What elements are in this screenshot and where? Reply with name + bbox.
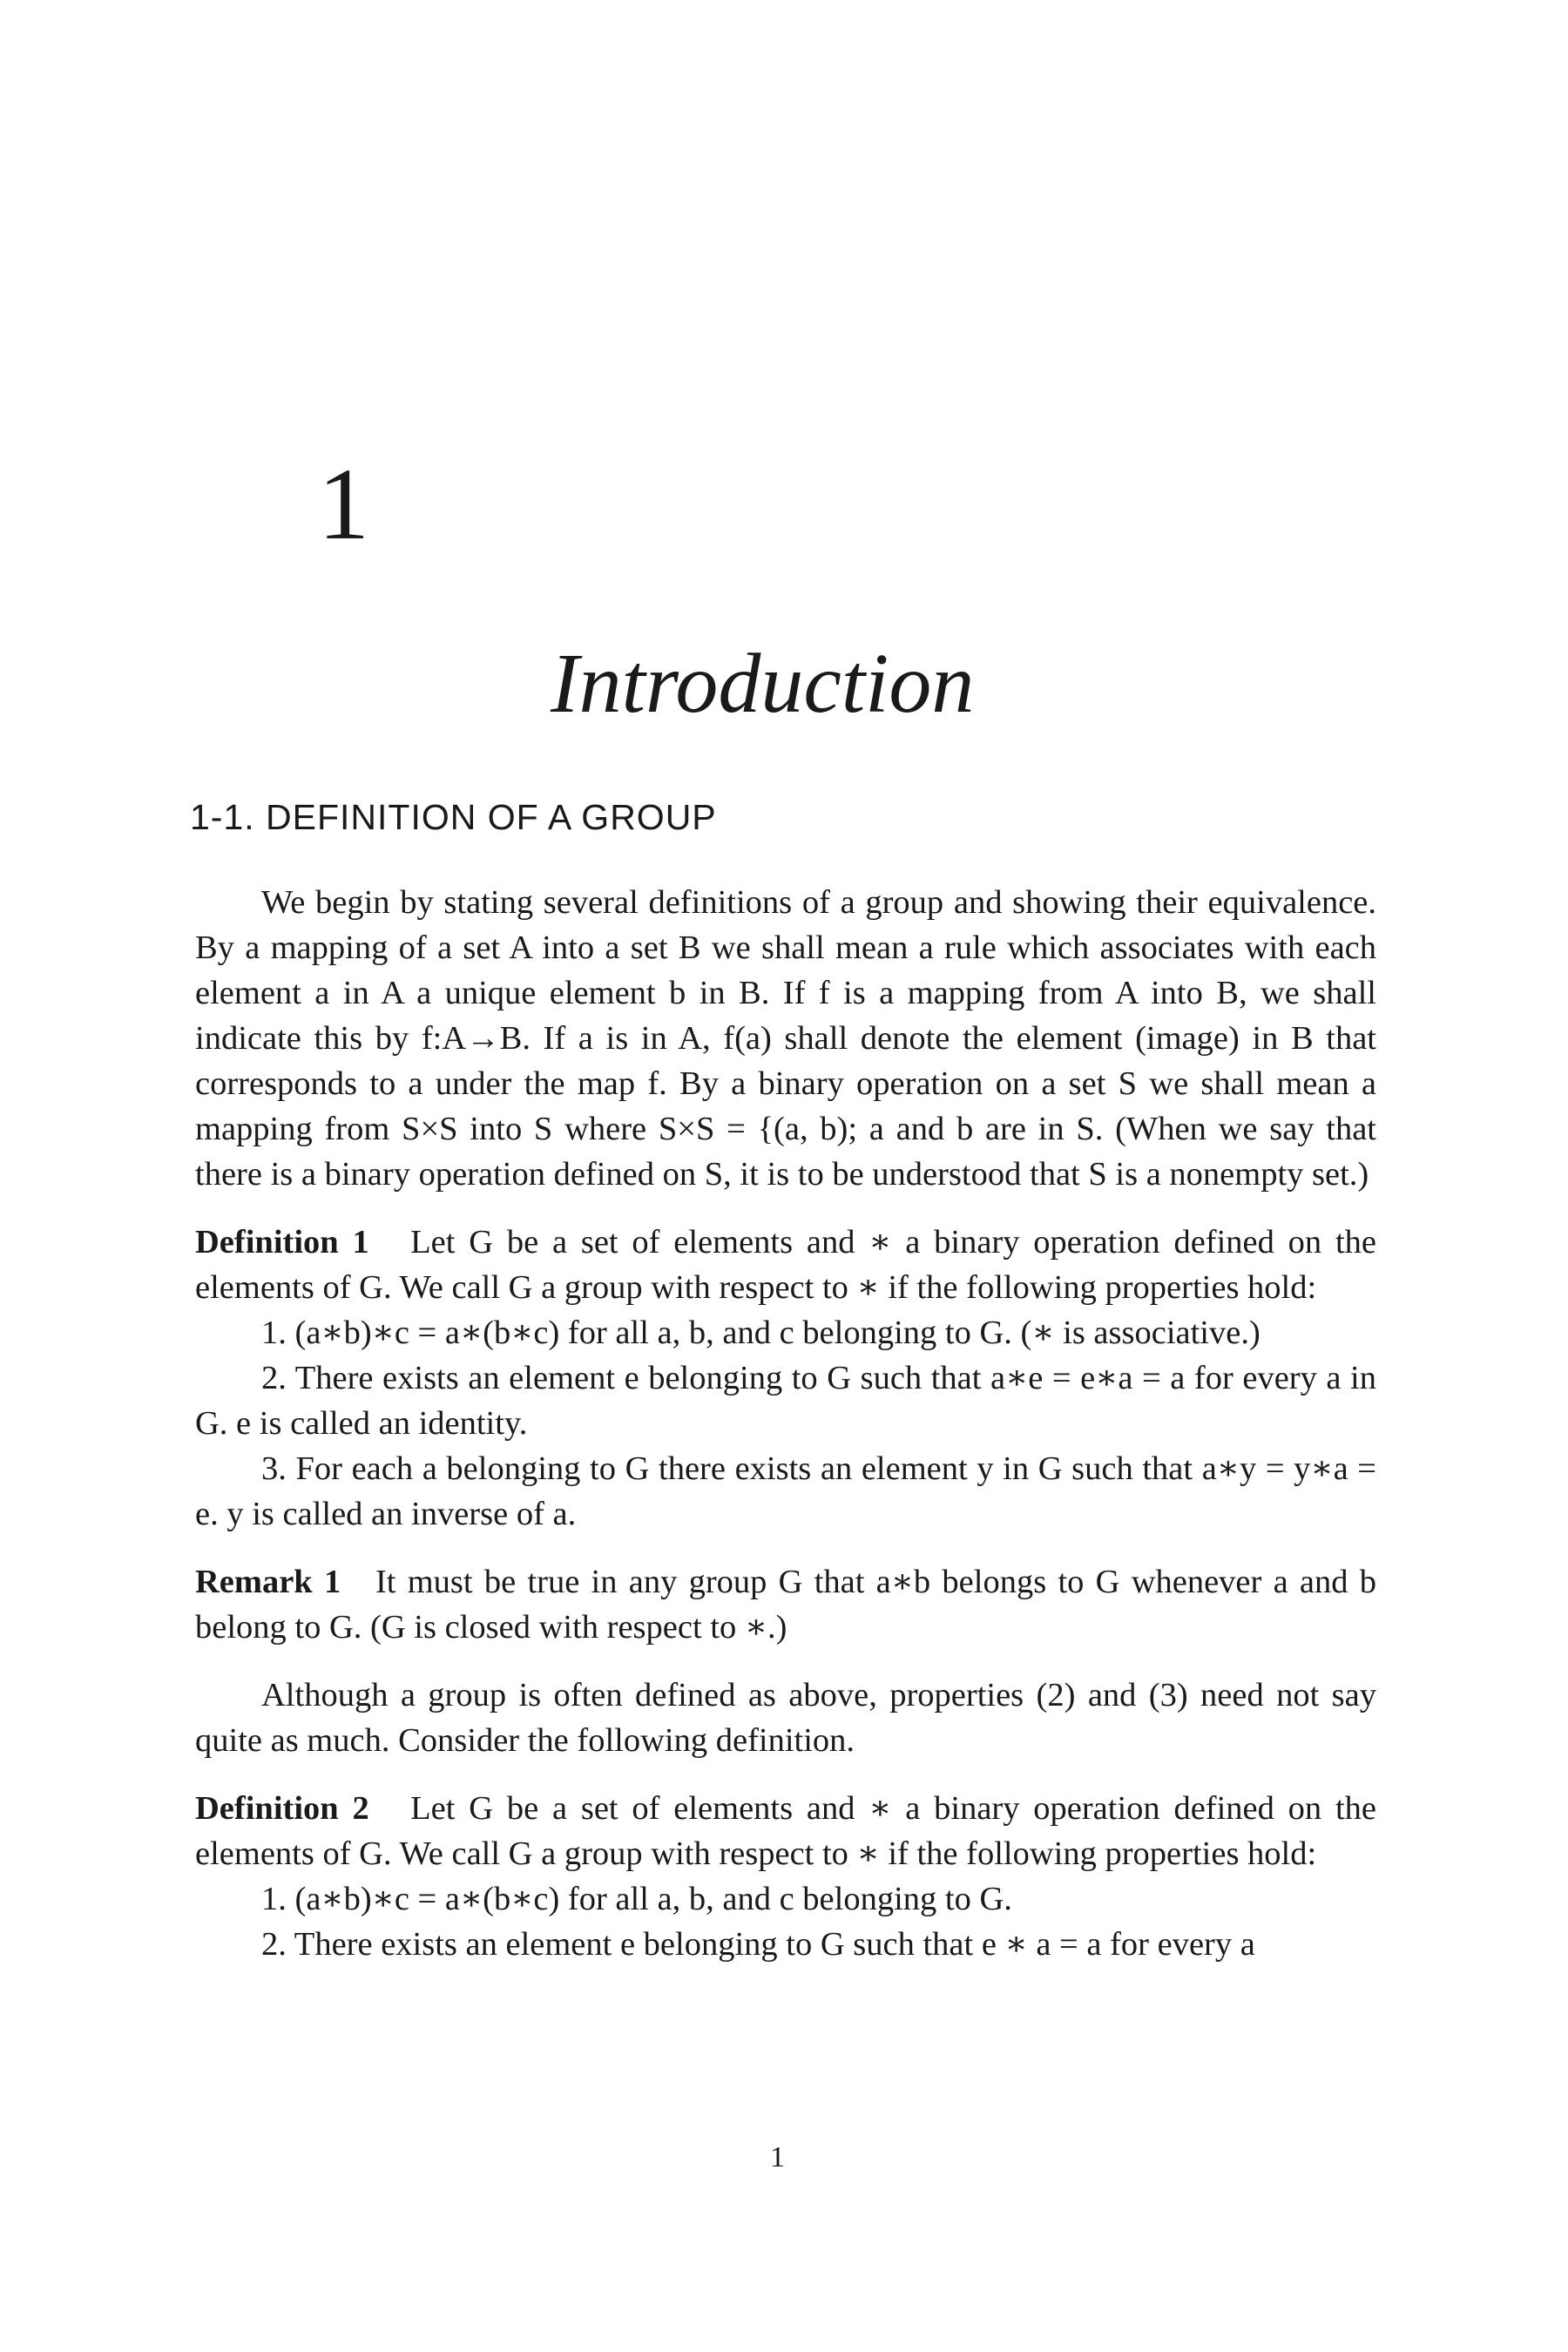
definition-2	[195, 1786, 1376, 1876]
definition-1-label: Definition 1	[195, 1224, 369, 1260]
definition-1-item: 3. For each a belonging to G there exists an element y in G such that a∗y = y∗a = e. y is called an inverse of a.	[195, 1450, 1376, 1532]
definition-1-item: 2. There exists an element e belonging to G such that a∗e = e∗a = a for every a in G. e is called an identity.	[195, 1360, 1376, 1442]
section-heading: 1-1. DEFINITION OF A GROUP	[190, 797, 717, 837]
definition-1-item: 1. (a∗b)∗c = a∗(b∗c) for all a, b, and c belonging to G. (∗ is associative.)	[261, 1315, 1260, 1351]
remark-1	[195, 1559, 1376, 1650]
chapter-number: 1	[318, 447, 369, 561]
definition-2-item: 2. There exists an element e belonging to G such that e ∗ a = a for every a	[261, 1926, 1255, 1963]
definition-2-item: 1. (a∗b)∗c = a∗(b∗c) for all a, b, and c belonging to G.	[261, 1881, 1012, 1917]
transition-paragraph: Although a group is often defined as above, properties (2) and (3) need not say quite as much. Consider the following definition.	[195, 1677, 1376, 1759]
remark-1-text: It must be true in any group G that a∗b belongs to G whenever a and b belong to G. (G is closed with respect to ∗.)	[195, 1564, 1376, 1646]
definition-2-label: Definition 2	[195, 1790, 369, 1827]
chapter-title: Introduction	[551, 637, 975, 731]
intro-paragraph: We begin by stating several definitions of a group and showing their equivalence. By a mapping of a set A into a set B we shall mean a rule which associates with each element a in A a unique element b in B. If f is a mapping from A into B, we shall indicate this by f:A→B. If a is in A, f(a) shall denote the element (image) in B that corresponds to a under the map f. By a binary operation on a set S we shall mean a mapping from S×S into S where S×S = {(a, b); a and b are in S. (When we say that there is a binary operation defined on S, it is to be understood that S is a nonempty set.)	[195, 884, 1376, 1193]
remark-1-label: Remark 1	[195, 1564, 341, 1600]
definition-1	[195, 1220, 1376, 1310]
page-number: 1	[770, 2141, 785, 2173]
body-text	[195, 880, 1376, 1967]
definition-2-text: Let G be a set of elements and ∗ a binary operation defined on the elements of G. We call G a group with respect to ∗ if the following properties hold:	[195, 1790, 1377, 1872]
definition-1-text: Let G be a set of elements and ∗ a binary operation defined on the elements of G. We call G a group with respect to ∗ if the following properties hold:	[195, 1224, 1377, 1306]
